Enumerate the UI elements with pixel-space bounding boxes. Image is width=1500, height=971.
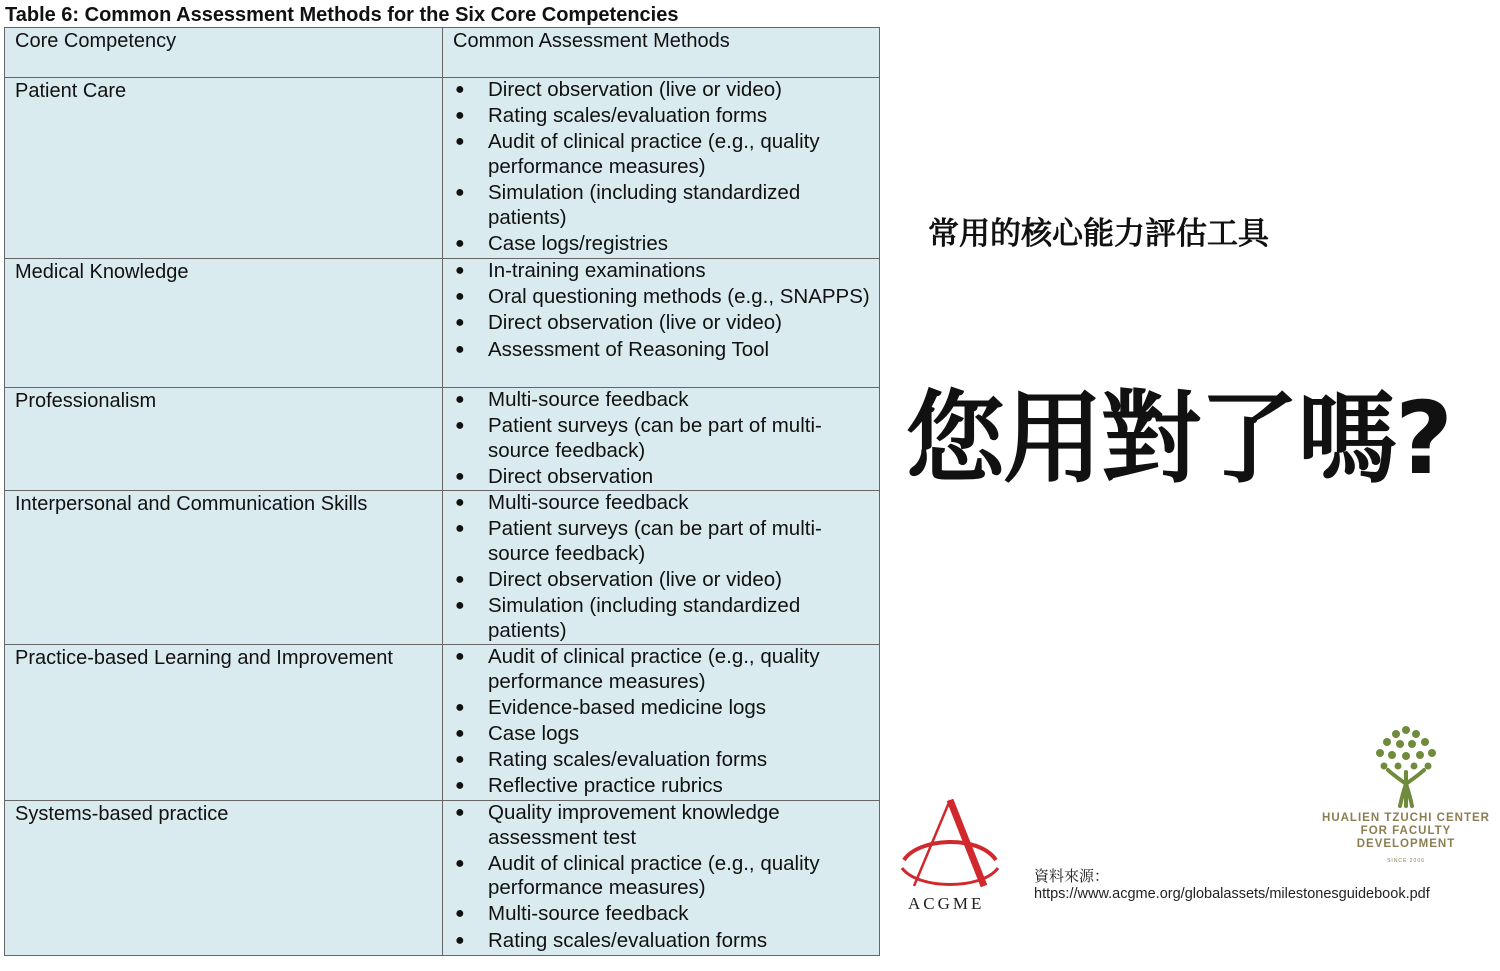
method-text: Oral questioning methods (e.g., SNAPPS) xyxy=(488,285,870,309)
bullet-icon: ● xyxy=(455,931,465,949)
bullet-icon: ● xyxy=(455,262,465,279)
bullet-icon: ● xyxy=(455,570,465,588)
bullet-icon: ● xyxy=(455,777,465,795)
bullet-icon: ● xyxy=(455,905,465,923)
method-item xyxy=(451,594,871,643)
bullet-icon: ● xyxy=(455,184,465,202)
method-text: Patient surveys (can be part of multi-source feedback) xyxy=(488,517,822,565)
bullet-icon: ● xyxy=(455,804,465,821)
source-url-link[interactable]: https://www.acgme.org/globalassets/milestonesguidebook.pdf xyxy=(1034,886,1430,902)
bullet-icon: ● xyxy=(455,520,465,538)
method-item xyxy=(451,78,871,103)
method-text: Multi-source feedback xyxy=(488,388,689,411)
method-item xyxy=(451,104,871,129)
table-row xyxy=(5,258,879,387)
method-item xyxy=(451,491,871,516)
bullet-icon: ● xyxy=(455,391,465,408)
method-item xyxy=(451,465,871,490)
method-item xyxy=(451,181,871,230)
method-text: Rating scales/evaluation forms xyxy=(488,104,768,128)
method-item xyxy=(451,311,871,336)
bullet-icon: ● xyxy=(455,467,465,485)
table-header-row xyxy=(5,28,879,78)
methods-list xyxy=(451,259,871,364)
method-item xyxy=(451,852,871,901)
bullet-icon: ● xyxy=(455,234,465,252)
table-title: Table 6: Common Assessment Methods for the Six Core Competencies xyxy=(5,4,679,26)
method-item xyxy=(451,748,871,773)
bullet-icon: ● xyxy=(455,494,465,511)
method-text: Rating scales/evaluation forms xyxy=(488,928,768,952)
methods-list xyxy=(451,78,871,258)
tzuchi-wordmark: HUALIEN TZUCHI CENTER FOR FACULTY DEVELOPMENT xyxy=(1322,812,1490,850)
method-text: Case logs xyxy=(488,721,580,745)
method-text: Audit of clinical practice (e.g., quality performance measures) xyxy=(488,851,820,900)
competency-name: Medical Knowledge xyxy=(15,261,189,283)
bullet-icon: ● xyxy=(455,724,465,742)
method-text: Direct observation (live or video) xyxy=(488,567,782,591)
acgme-wordmark: ACGME xyxy=(908,894,985,913)
method-item xyxy=(451,645,871,694)
method-item xyxy=(451,388,871,413)
competency-name: Patient Care xyxy=(15,80,127,102)
method-item xyxy=(451,285,871,310)
method-text: Multi-source feedback xyxy=(488,491,689,514)
method-item xyxy=(451,929,871,954)
method-text: Direct observation xyxy=(488,464,654,488)
method-item xyxy=(451,801,871,850)
bullet-icon: ● xyxy=(455,340,465,358)
method-text: Case logs/registries xyxy=(488,231,669,255)
method-item xyxy=(451,517,871,566)
table-row xyxy=(5,644,879,801)
bullet-icon: ● xyxy=(455,751,465,769)
method-text: Quality improvement knowledge assessment test xyxy=(488,801,780,849)
assessment-table xyxy=(4,27,880,956)
bullet-icon: ● xyxy=(455,854,465,872)
method-text: In-training examinations xyxy=(488,259,706,282)
method-item xyxy=(451,902,871,927)
header-assessment-methods: Common Assessment Methods xyxy=(453,30,730,52)
method-item xyxy=(451,232,871,257)
slide-subtitle: 常用的核心能力評估工具 xyxy=(928,216,1269,252)
bullet-icon: ● xyxy=(455,597,465,615)
method-text: Simulation (including standardized patients) xyxy=(488,594,801,642)
method-item xyxy=(451,414,871,463)
bullet-icon: ● xyxy=(455,133,465,151)
table-row xyxy=(5,387,879,490)
method-item xyxy=(451,130,871,179)
competency-name: Systems-based practice xyxy=(15,803,229,825)
table-row xyxy=(5,800,879,955)
method-item xyxy=(451,338,871,363)
method-text: Evidence-based medicine logs xyxy=(488,695,767,719)
method-text: Audit of clinical practice (e.g., quality performance measures) xyxy=(488,645,820,693)
method-text: Direct observation (live or video) xyxy=(488,78,782,101)
tzuchi-since: SINCE 2006 xyxy=(1387,858,1425,864)
method-text: Direct observation (live or video) xyxy=(488,311,782,335)
method-item xyxy=(451,568,871,593)
bullet-icon: ● xyxy=(455,107,465,125)
method-item xyxy=(451,722,871,747)
bullet-icon: ● xyxy=(455,81,465,98)
bullet-icon: ● xyxy=(455,417,465,435)
method-text: Rating scales/evaluation forms xyxy=(488,748,768,772)
method-text: Simulation (including standardized patients) xyxy=(488,181,801,229)
method-item xyxy=(451,696,871,721)
method-text: Audit of clinical practice (e.g., quality performance measures) xyxy=(488,130,820,178)
competency-name: Professionalism xyxy=(15,390,157,412)
source-label: 資料來源： xyxy=(1034,867,1110,885)
methods-list xyxy=(451,491,871,645)
header-core-competency: Core Competency xyxy=(15,30,177,52)
methods-list xyxy=(451,645,871,800)
competency-name: Interpersonal and Communication Skills xyxy=(15,493,368,515)
bullet-icon: ● xyxy=(455,288,465,306)
table-row xyxy=(5,77,879,258)
bullet-icon: ● xyxy=(455,314,465,332)
method-text: Patient surveys (can be part of multi-source feedback) xyxy=(488,414,822,462)
method-item xyxy=(451,774,871,799)
method-text: Assessment of Reasoning Tool xyxy=(488,337,770,361)
slide-headline: 您用對了嗎? xyxy=(905,380,1452,497)
method-text: Reflective practice rubrics xyxy=(488,774,723,798)
method-item xyxy=(451,259,871,284)
competency-name: Practice-based Learning and Improvement xyxy=(15,647,393,669)
table-row xyxy=(5,490,879,645)
methods-list xyxy=(451,801,871,955)
methods-list xyxy=(451,388,871,491)
tree-logo-icon xyxy=(1370,722,1442,808)
method-text: Multi-source feedback xyxy=(488,902,689,926)
bullet-icon: ● xyxy=(455,648,465,665)
bullet-icon: ● xyxy=(455,698,465,716)
